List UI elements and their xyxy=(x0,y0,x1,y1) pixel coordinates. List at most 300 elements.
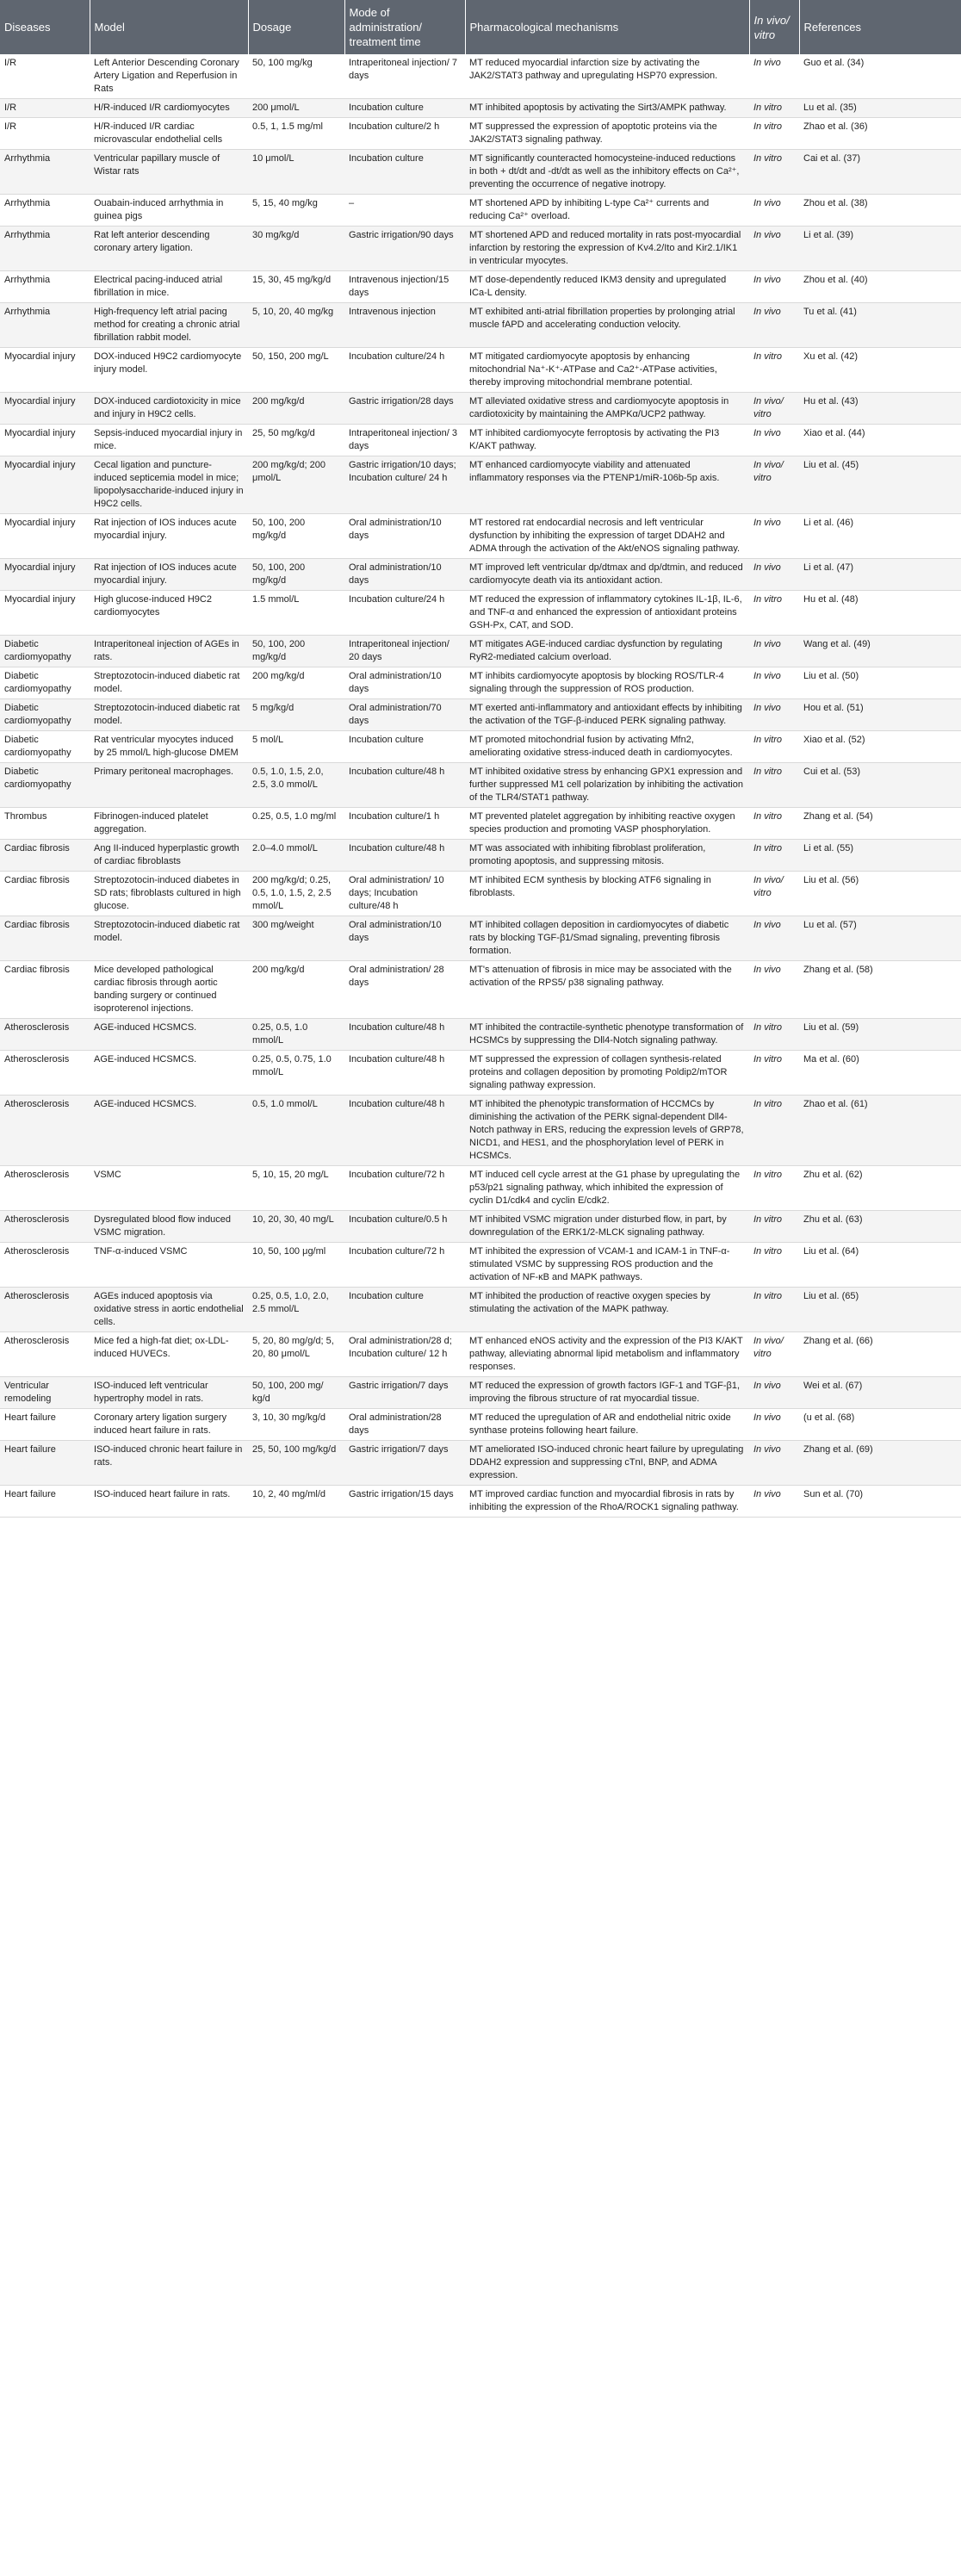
cell-reference: (u et al. (68) xyxy=(799,1409,961,1441)
cell-invivo: In vivo xyxy=(749,514,799,559)
cell-mode: Intraperitoneal injection/ 20 days xyxy=(344,636,465,667)
cell-model: AGE-induced HCSMCS. xyxy=(90,1019,248,1051)
cell-mode: Incubation culture/0.5 h xyxy=(344,1211,465,1243)
cell-mode: Oral administration/10 days xyxy=(344,514,465,559)
cell-reference: Hou et al. (51) xyxy=(799,699,961,731)
cell-mechanism: MT exerted anti-inflammatory and antioxidant effects by inhibiting the activation of the TGF-β-induced PERK signaling pathway. xyxy=(465,699,749,731)
cell-model: ISO-induced chronic heart failure in rats. xyxy=(90,1441,248,1486)
cell-mode: Incubation culture/2 h xyxy=(344,118,465,150)
cell-mechanism: MT inhibited the production of reactive oxygen species by stimulating the activation of the MAPK pathway. xyxy=(465,1288,749,1332)
cell-disease: Myocardial injury xyxy=(0,591,90,636)
cell-reference: Cai et al. (37) xyxy=(799,150,961,195)
cell-invivo: In vitro xyxy=(749,1166,799,1211)
cell-mechanism: MT inhibited apoptosis by activating the Sirt3/AMPK pathway. xyxy=(465,99,749,118)
table-row xyxy=(0,303,961,348)
cell-mechanism: MT suppressed the expression of apoptotic proteins via the JAK2/STAT3 signaling pathway. xyxy=(465,118,749,150)
cell-mechanism: MT shortened APD by inhibiting L-type Ca²⁺ currents and reducing Ca²⁺ overload. xyxy=(465,195,749,227)
cell-invivo: In vivo/ vitro xyxy=(749,456,799,514)
table-row xyxy=(0,348,961,393)
cell-invivo: In vivo xyxy=(749,1486,799,1518)
table-row xyxy=(0,1166,961,1211)
cell-mechanism: MT reduced myocardial infarction size by activating the JAK2/STAT3 pathway and upregulating HSP70 expression. xyxy=(465,54,749,99)
cell-invivo: In vitro xyxy=(749,731,799,763)
cell-dosage: 5, 10, 15, 20 mg/L xyxy=(248,1166,344,1211)
cell-disease: Arrhythmia xyxy=(0,303,90,348)
cell-mode: Gastric irrigation/28 days xyxy=(344,393,465,425)
table-row xyxy=(0,636,961,667)
cell-disease: Atherosclerosis xyxy=(0,1211,90,1243)
cell-mechanism: MT induced cell cycle arrest at the G1 phase by upregulating the p53/p21 signaling pathway, which inhibited the expression of cyclin D1/cdk4 and cyclin E/cdk2. xyxy=(465,1166,749,1211)
table-row xyxy=(0,1332,961,1377)
cell-invivo: In vivo xyxy=(749,227,799,271)
cell-disease: Atherosclerosis xyxy=(0,1051,90,1096)
cell-reference: Zhang et al. (69) xyxy=(799,1441,961,1486)
table-row xyxy=(0,591,961,636)
cell-dosage: 1.5 mmol/L xyxy=(248,591,344,636)
cell-model: Mice fed a high-fat diet; ox-LDL-induced HUVECs. xyxy=(90,1332,248,1377)
cell-disease: Atherosclerosis xyxy=(0,1096,90,1166)
cell-invivo: In vitro xyxy=(749,763,799,808)
cell-invivo: In vivo xyxy=(749,1409,799,1441)
cell-model: AGE-induced HCSMCS. xyxy=(90,1051,248,1096)
cell-mechanism: MT inhibited collagen deposition in cardiomyocytes of diabetic rats by blocking TGF-β1/Smad signaling, preventing fibrosis formation. xyxy=(465,916,749,961)
table-row xyxy=(0,425,961,456)
cell-reference: Zhao et al. (61) xyxy=(799,1096,961,1166)
cell-dosage: 50, 150, 200 mg/L xyxy=(248,348,344,393)
cell-model: Streptozotocin-induced diabetic rat model. xyxy=(90,916,248,961)
cell-dosage: 25, 50, 100 mg/kg/d xyxy=(248,1441,344,1486)
cell-dosage: 2.0–4.0 mmol/L xyxy=(248,840,344,872)
table-row xyxy=(0,763,961,808)
cell-disease: Diabetic cardiomyopathy xyxy=(0,731,90,763)
cell-reference: Liu et al. (45) xyxy=(799,456,961,514)
cell-mechanism: MT enhanced eNOS activity and the expression of the PI3 K/AKT pathway, alleviating abnormal lipid metabolism and inflammatory responses. xyxy=(465,1332,749,1377)
cell-invivo: In vitro xyxy=(749,591,799,636)
cell-model: Coronary artery ligation surgery induced heart failure in rats. xyxy=(90,1409,248,1441)
cell-mechanism: MT improved left ventricular dp/dtmax and dp/dtmin, and reduced cardiomyocyte death via its antioxidant action. xyxy=(465,559,749,591)
table-row xyxy=(0,54,961,99)
cell-model: Rat left anterior descending coronary artery ligation. xyxy=(90,227,248,271)
cell-mode: – xyxy=(344,195,465,227)
cell-model: Streptozotocin-induced diabetes in SD rats; fibroblasts cultured in high glucose. xyxy=(90,872,248,916)
cell-invivo: In vivo xyxy=(749,425,799,456)
table-row xyxy=(0,99,961,118)
table-row xyxy=(0,195,961,227)
cell-mode: Incubation culture xyxy=(344,1288,465,1332)
cell-model: DOX-induced H9C2 cardiomyocyte injury model. xyxy=(90,348,248,393)
cell-invivo: In vivo/ vitro xyxy=(749,393,799,425)
cell-invivo: In vivo xyxy=(749,1377,799,1409)
cell-dosage: 0.25, 0.5, 1.0 mg/ml xyxy=(248,808,344,840)
cell-dosage: 0.5, 1.0 mmol/L xyxy=(248,1096,344,1166)
table-row xyxy=(0,872,961,916)
cell-mechanism: MT prevented platelet aggregation by inhibiting reactive oxygen species production and promoting VASP phosphorylation. xyxy=(465,808,749,840)
header-diseases: Diseases xyxy=(0,0,90,54)
cell-dosage: 50, 100, 200 mg/kg/d xyxy=(248,514,344,559)
cell-disease: Diabetic cardiomyopathy xyxy=(0,667,90,699)
cell-model: Ang II-induced hyperplastic growth of cardiac fibroblasts xyxy=(90,840,248,872)
cell-dosage: 0.5, 1.0, 1.5, 2.0, 2.5, 3.0 mmol/L xyxy=(248,763,344,808)
cell-mode: Incubation culture/48 h xyxy=(344,840,465,872)
cell-dosage: 10, 20, 30, 40 mg/L xyxy=(248,1211,344,1243)
table-row xyxy=(0,1441,961,1486)
cell-mode: Intraperitoneal injection/ 3 days xyxy=(344,425,465,456)
cell-reference: Ma et al. (60) xyxy=(799,1051,961,1096)
cell-reference: Li et al. (47) xyxy=(799,559,961,591)
cell-mode: Incubation culture/48 h xyxy=(344,1019,465,1051)
cell-mechanism: MT improved cardiac function and myocardial fibrosis in rats by inhibiting the expression of the RhoA/ROCK1 signaling pathway. xyxy=(465,1486,749,1518)
cell-disease: I/R xyxy=(0,118,90,150)
table-row xyxy=(0,271,961,303)
cell-dosage: 30 mg/kg/d xyxy=(248,227,344,271)
cell-reference: Cui et al. (53) xyxy=(799,763,961,808)
cell-disease: Atherosclerosis xyxy=(0,1332,90,1377)
cell-mechanism: MT reduced the expression of inflammatory cytokines IL-1β, IL-6, and TNF-α and enhanced the expression of antioxidant proteins GSH-Px, CAT, and SOD. xyxy=(465,591,749,636)
cell-model: Rat ventricular myocytes induced by 25 mmol/L high-glucose DMEM xyxy=(90,731,248,763)
cell-reference: Zhang et al. (54) xyxy=(799,808,961,840)
cell-reference: Zhu et al. (62) xyxy=(799,1166,961,1211)
cell-invivo: In vitro xyxy=(749,99,799,118)
cell-reference: Xiao et al. (52) xyxy=(799,731,961,763)
cell-reference: Wang et al. (49) xyxy=(799,636,961,667)
cell-mechanism: MT inhibited cardiomyocyte ferroptosis by activating the PI3 K/AKT pathway. xyxy=(465,425,749,456)
cell-invivo: In vivo xyxy=(749,303,799,348)
cell-dosage: 50, 100, 200 mg/kg/d xyxy=(248,559,344,591)
cell-mode: Gastric irrigation/7 days xyxy=(344,1441,465,1486)
cell-model: Sepsis-induced myocardial injury in mice. xyxy=(90,425,248,456)
cell-reference: Zhou et al. (38) xyxy=(799,195,961,227)
cell-reference: Zhao et al. (36) xyxy=(799,118,961,150)
cell-mechanism: MT inhibited the phenotypic transformation of HCCMCs by diminishing the activation of the PERK signal-dependent Dll4-Notch pathway in ERS, reducing the expression levels of GRP78, NICD1, and HES1, and the phosphorylation level of PERK in HCSMCs. xyxy=(465,1096,749,1166)
cell-dosage: 300 mg/weight xyxy=(248,916,344,961)
cell-reference: Xu et al. (42) xyxy=(799,348,961,393)
cell-dosage: 15, 30, 45 mg/kg/d xyxy=(248,271,344,303)
cell-disease: Myocardial injury xyxy=(0,559,90,591)
cell-mechanism: MT mitigated cardiomyocyte apoptosis by enhancing mitochondrial Na⁺-K⁺-ATPase and Ca2⁺-ATPase activities, thereby improving mitochondrial membrane potential. xyxy=(465,348,749,393)
cell-mechanism: MT inhibited oxidative stress by enhancing GPX1 expression and further suppressed M1 cell polarization by inhibiting the activation of the TLR4/STAT1 pathway. xyxy=(465,763,749,808)
cell-model: Fibrinogen-induced platelet aggregation. xyxy=(90,808,248,840)
cell-mode: Gastric irrigation/15 days xyxy=(344,1486,465,1518)
cell-reference: Sun et al. (70) xyxy=(799,1486,961,1518)
cell-reference: Zhang et al. (58) xyxy=(799,961,961,1019)
cell-disease: Cardiac fibrosis xyxy=(0,961,90,1019)
cell-invivo: In vivo/ vitro xyxy=(749,1332,799,1377)
cell-disease: Heart failure xyxy=(0,1409,90,1441)
cell-model: Dysregulated blood flow induced VSMC migration. xyxy=(90,1211,248,1243)
cell-dosage: 10, 50, 100 μg/ml xyxy=(248,1243,344,1288)
cell-invivo: In vitro xyxy=(749,1051,799,1096)
cell-mode: Incubation culture/1 h xyxy=(344,808,465,840)
cell-reference: Liu et al. (56) xyxy=(799,872,961,916)
cell-disease: Atherosclerosis xyxy=(0,1288,90,1332)
cell-reference: Lu et al. (57) xyxy=(799,916,961,961)
cell-mechanism: MT's attenuation of fibrosis in mice may be associated with the activation of the RPS5/ p38 signaling pathway. xyxy=(465,961,749,1019)
cell-mechanism: MT inhibited the expression of VCAM-1 and ICAM-1 in TNF-α-stimulated VSMC by suppressing ROS production and the activation of NF-κB and MAPK pathways. xyxy=(465,1243,749,1288)
cell-disease: Cardiac fibrosis xyxy=(0,840,90,872)
cell-mechanism: MT reduced the expression of growth factors IGF-1 and TGF-β1, improving the fibrous structure of rat myocardial tissue. xyxy=(465,1377,749,1409)
cell-reference: Li et al. (39) xyxy=(799,227,961,271)
table-row xyxy=(0,1051,961,1096)
cell-mode: Gastric irrigation/10 days; Incubation culture/ 24 h xyxy=(344,456,465,514)
header-model: Model xyxy=(90,0,248,54)
cell-dosage: 200 mg/kg/d xyxy=(248,961,344,1019)
cell-model: H/R-induced I/R cardiac microvascular endothelial cells xyxy=(90,118,248,150)
table-row xyxy=(0,1377,961,1409)
cell-mechanism: MT exhibited anti-atrial fibrillation properties by prolonging atrial muscle fAPD and accelerating conduction velocity. xyxy=(465,303,749,348)
table-row xyxy=(0,1096,961,1166)
cell-model: Rat injection of IOS induces acute myocardial injury. xyxy=(90,514,248,559)
cell-reference: Zhou et al. (40) xyxy=(799,271,961,303)
cell-mode: Incubation culture xyxy=(344,99,465,118)
cell-invivo: In vivo xyxy=(749,699,799,731)
cell-dosage: 50, 100, 200 mg/kg/d xyxy=(248,636,344,667)
header-references: References xyxy=(799,0,961,54)
cell-mechanism: MT promoted mitochondrial fusion by activating Mfn2, ameliorating oxidative stress-induced death in cardiomyocytes. xyxy=(465,731,749,763)
cell-dosage: 50, 100, 200 mg/ kg/d xyxy=(248,1377,344,1409)
cell-mode: Oral administration/10 days xyxy=(344,559,465,591)
cell-dosage: 10 μmol/L xyxy=(248,150,344,195)
cell-mode: Incubation culture/48 h xyxy=(344,763,465,808)
cell-mode: Intravenous injection/15 days xyxy=(344,271,465,303)
cell-reference: Lu et al. (35) xyxy=(799,99,961,118)
cell-disease: Heart failure xyxy=(0,1441,90,1486)
table-row xyxy=(0,667,961,699)
cell-mode: Incubation culture/24 h xyxy=(344,591,465,636)
cell-mode: Intravenous injection xyxy=(344,303,465,348)
cell-dosage: 0.5, 1, 1.5 mg/ml xyxy=(248,118,344,150)
cell-reference: Zhu et al. (63) xyxy=(799,1211,961,1243)
cell-mode: Oral administration/10 days xyxy=(344,667,465,699)
cell-mode: Oral administration/ 28 days xyxy=(344,961,465,1019)
cell-disease: Myocardial injury xyxy=(0,425,90,456)
cell-invivo: In vivo xyxy=(749,271,799,303)
cell-model: AGE-induced HCSMCS. xyxy=(90,1096,248,1166)
cell-dosage: 5 mg/kg/d xyxy=(248,699,344,731)
cell-invivo: In vivo xyxy=(749,559,799,591)
cell-model: Left Anterior Descending Coronary Artery Ligation and Reperfusion in Rats xyxy=(90,54,248,99)
table-row xyxy=(0,393,961,425)
cell-mode: Oral administration/10 days xyxy=(344,916,465,961)
cell-model: Cecal ligation and puncture-induced septicemia model in mice; lipopolysaccharide-induced injury in H9C2 cells. xyxy=(90,456,248,514)
table-row xyxy=(0,1243,961,1288)
cell-mode: Incubation culture/48 h xyxy=(344,1051,465,1096)
cell-reference: Wei et al. (67) xyxy=(799,1377,961,1409)
cell-mode: Gastric irrigation/7 days xyxy=(344,1377,465,1409)
cell-invivo: In vitro xyxy=(749,348,799,393)
cell-model: ISO-induced left ventricular hypertrophy model in rats. xyxy=(90,1377,248,1409)
cell-mechanism: MT inhibited the contractile-synthetic phenotype transformation of HCSMCs by suppressing the Dll4-Notch signaling pathway. xyxy=(465,1019,749,1051)
cell-model: Mice developed pathological cardiac fibrosis through aortic banding surgery or continued isoproterenol injections. xyxy=(90,961,248,1019)
cell-disease: Myocardial injury xyxy=(0,514,90,559)
cell-reference: Hu et al. (48) xyxy=(799,591,961,636)
cell-model: Electrical pacing-induced atrial fibrillation in mice. xyxy=(90,271,248,303)
cell-disease: I/R xyxy=(0,99,90,118)
cell-mechanism: MT dose-dependently reduced IKM3 density and upregulated ICa-L density. xyxy=(465,271,749,303)
cell-dosage: 200 mg/kg/d xyxy=(248,667,344,699)
cell-reference: Zhang et al. (66) xyxy=(799,1332,961,1377)
table-row xyxy=(0,559,961,591)
cell-reference: Liu et al. (65) xyxy=(799,1288,961,1332)
cell-model: Intraperitoneal injection of AGEs in rats. xyxy=(90,636,248,667)
cell-invivo: In vitro xyxy=(749,1243,799,1288)
cell-invivo: In vivo xyxy=(749,195,799,227)
cell-mechanism: MT suppressed the expression of collagen synthesis-related proteins and collagen deposition by promoting Poldip2/mTOR signaling pathway expression. xyxy=(465,1051,749,1096)
cell-mode: Oral administration/28 days xyxy=(344,1409,465,1441)
cell-disease: Cardiac fibrosis xyxy=(0,916,90,961)
cell-mode: Incubation culture/24 h xyxy=(344,348,465,393)
cell-mechanism: MT inhibits cardiomyocyte apoptosis by blocking ROS/TLR-4 signaling through the suppression of ROS production. xyxy=(465,667,749,699)
cell-mechanism: MT mitigates AGE-induced cardiac dysfunction by regulating RyR2-mediated calcium overload. xyxy=(465,636,749,667)
cell-reference: Liu et al. (50) xyxy=(799,667,961,699)
cell-mechanism: MT was associated with inhibiting fibroblast proliferation, promoting apoptosis, and suppressing mitosis. xyxy=(465,840,749,872)
cell-dosage: 200 mg/kg/d; 200 μmol/L xyxy=(248,456,344,514)
cell-model: Ventricular papillary muscle of Wistar rats xyxy=(90,150,248,195)
cell-mechanism: MT inhibited ECM synthesis by blocking ATF6 signaling in fibroblasts. xyxy=(465,872,749,916)
table-row xyxy=(0,227,961,271)
cell-reference: Li et al. (55) xyxy=(799,840,961,872)
cell-mode: Oral administration/ 10 days; Incubation culture/48 h xyxy=(344,872,465,916)
cell-disease: Diabetic cardiomyopathy xyxy=(0,763,90,808)
header-dosage: Dosage xyxy=(248,0,344,54)
header-mechanisms: Pharmacological mechanisms xyxy=(465,0,749,54)
cell-model: Streptozotocin-induced diabetic rat model. xyxy=(90,699,248,731)
cell-reference: Liu et al. (64) xyxy=(799,1243,961,1288)
table-row xyxy=(0,961,961,1019)
cell-invivo: In vitro xyxy=(749,150,799,195)
cell-model: ISO-induced heart failure in rats. xyxy=(90,1486,248,1518)
cell-disease: Ventricular remodeling xyxy=(0,1377,90,1409)
cell-mode: Incubation culture/72 h xyxy=(344,1243,465,1288)
table-row xyxy=(0,1486,961,1518)
table-header-row xyxy=(0,0,961,54)
cell-mechanism: MT alleviated oxidative stress and cardiomyocyte apoptosis in cardiotoxicity by maintaining the AMPKα/UCP2 pathway. xyxy=(465,393,749,425)
cell-mode: Incubation culture xyxy=(344,150,465,195)
cell-disease: I/R xyxy=(0,54,90,99)
cell-disease: Arrhythmia xyxy=(0,227,90,271)
cell-model: H/R-induced I/R cardiomyocytes xyxy=(90,99,248,118)
cell-reference: Li et al. (46) xyxy=(799,514,961,559)
cell-reference: Tu et al. (41) xyxy=(799,303,961,348)
table-row xyxy=(0,699,961,731)
cell-mechanism: MT reduced the upregulation of AR and endothelial nitric oxide synthase proteins following heart failure. xyxy=(465,1409,749,1441)
table-row xyxy=(0,916,961,961)
cell-mechanism: MT restored rat endocardial necrosis and left ventricular dysfunction by inhibiting the expression of target DDAH2 and ADMA through the activation of the Akt/eNOS signaling pathway. xyxy=(465,514,749,559)
cell-mode: Incubation culture xyxy=(344,731,465,763)
cell-mode: Intraperitoneal injection/ 7 days xyxy=(344,54,465,99)
cell-mechanism: MT ameliorated ISO-induced chronic heart failure by upregulating DDAH2 expression and suppressing cTnI, BNP, and ADMA expression. xyxy=(465,1441,749,1486)
cell-mechanism: MT inhibited VSMC migration under disturbed flow, in part, by downregulation of the ERK1/2-MLCK signaling pathway. xyxy=(465,1211,749,1243)
cell-dosage: 50, 100 mg/kg xyxy=(248,54,344,99)
cell-invivo: In vivo/ vitro xyxy=(749,872,799,916)
cell-model: Primary peritoneal macrophages. xyxy=(90,763,248,808)
cell-invivo: In vitro xyxy=(749,1288,799,1332)
cell-mode: Incubation culture/72 h xyxy=(344,1166,465,1211)
cell-mode: Oral administration/28 d; Incubation culture/ 12 h xyxy=(344,1332,465,1377)
table-row xyxy=(0,1019,961,1051)
cell-invivo: In vivo xyxy=(749,54,799,99)
cell-invivo: In vivo xyxy=(749,1441,799,1486)
cell-disease: Atherosclerosis xyxy=(0,1019,90,1051)
cell-dosage: 5, 15, 40 mg/kg xyxy=(248,195,344,227)
cell-invivo: In vivo xyxy=(749,916,799,961)
table-row xyxy=(0,514,961,559)
table-row xyxy=(0,840,961,872)
cell-disease: Thrombus xyxy=(0,808,90,840)
cell-invivo: In vitro xyxy=(749,840,799,872)
cell-disease: Myocardial injury xyxy=(0,348,90,393)
cell-disease: Myocardial injury xyxy=(0,393,90,425)
cell-disease: Arrhythmia xyxy=(0,271,90,303)
cell-mechanism: MT shortened APD and reduced mortality in rats post-myocardial infarction by restoring the expression of Kv4.2/Ito and Kir2.1/IK1 in ventricular myocytes. xyxy=(465,227,749,271)
cell-reference: Xiao et al. (44) xyxy=(799,425,961,456)
table-row xyxy=(0,1211,961,1243)
table-row xyxy=(0,1288,961,1332)
cell-reference: Liu et al. (59) xyxy=(799,1019,961,1051)
cell-disease: Arrhythmia xyxy=(0,150,90,195)
table-row xyxy=(0,456,961,514)
cell-disease: Cardiac fibrosis xyxy=(0,872,90,916)
cell-dosage: 200 mg/kg/d; 0.25, 0.5, 1.0, 1.5, 2, 2.5 mmol/L xyxy=(248,872,344,916)
cell-reference: Guo et al. (34) xyxy=(799,54,961,99)
cell-dosage: 0.25, 0.5, 1.0 mmol/L xyxy=(248,1019,344,1051)
cell-mode: Incubation culture/48 h xyxy=(344,1096,465,1166)
cell-model: High glucose-induced H9C2 cardiomyocytes xyxy=(90,591,248,636)
header-invivo: In vivo/ vitro xyxy=(749,0,799,54)
cell-disease: Diabetic cardiomyopathy xyxy=(0,699,90,731)
cell-mode: Gastric irrigation/90 days xyxy=(344,227,465,271)
cell-dosage: 3, 10, 30 mg/kg/d xyxy=(248,1409,344,1441)
cell-invivo: In vitro xyxy=(749,808,799,840)
table-row xyxy=(0,731,961,763)
cell-invivo: In vitro xyxy=(749,1096,799,1166)
cell-dosage: 10, 2, 40 mg/ml/d xyxy=(248,1486,344,1518)
cell-dosage: 200 mg/kg/d xyxy=(248,393,344,425)
table-row xyxy=(0,150,961,195)
cell-disease: Atherosclerosis xyxy=(0,1166,90,1211)
table-row xyxy=(0,118,961,150)
cell-disease: Diabetic cardiomyopathy xyxy=(0,636,90,667)
cell-model: VSMC xyxy=(90,1166,248,1211)
cell-dosage: 0.25, 0.5, 0.75, 1.0 mmol/L xyxy=(248,1051,344,1096)
cell-invivo: In vivo xyxy=(749,636,799,667)
cell-dosage: 0.25, 0.5, 1.0, 2.0, 2.5 mmol/L xyxy=(248,1288,344,1332)
cell-model: Ouabain-induced arrhythmia in guinea pigs xyxy=(90,195,248,227)
cell-reference: Hu et al. (43) xyxy=(799,393,961,425)
cell-disease: Arrhythmia xyxy=(0,195,90,227)
table-row xyxy=(0,808,961,840)
cell-model: Streptozotocin-induced diabetic rat model. xyxy=(90,667,248,699)
cell-mode: Oral administration/70 days xyxy=(344,699,465,731)
cell-invivo: In vitro xyxy=(749,118,799,150)
cell-model: TNF-α-induced VSMC xyxy=(90,1243,248,1288)
cell-mechanism: MT enhanced cardiomyocyte viability and attenuated inflammatory responses via the PTENP1/miR-106b-5p axis. xyxy=(465,456,749,514)
cell-model: AGEs induced apoptosis via oxidative stress in aortic endothelial cells. xyxy=(90,1288,248,1332)
cell-model: Rat injection of IOS induces acute myocardial injury. xyxy=(90,559,248,591)
cell-dosage: 5, 10, 20, 40 mg/kg xyxy=(248,303,344,348)
cell-disease: Heart failure xyxy=(0,1486,90,1518)
cell-dosage: 5 mol/L xyxy=(248,731,344,763)
table-row xyxy=(0,1409,961,1441)
header-mode: Mode of administration/ treatment time xyxy=(344,0,465,54)
cell-model: High-frequency left atrial pacing method for creating a chronic atrial fibrillation rabbit model. xyxy=(90,303,248,348)
cell-disease: Atherosclerosis xyxy=(0,1243,90,1288)
cell-invivo: In vivo xyxy=(749,667,799,699)
cell-invivo: In vivo xyxy=(749,961,799,1019)
cell-invivo: In vitro xyxy=(749,1211,799,1243)
cell-dosage: 200 μmol/L xyxy=(248,99,344,118)
cell-model: DOX-induced cardiotoxicity in mice and injury in H9C2 cells. xyxy=(90,393,248,425)
cell-disease: Myocardial injury xyxy=(0,456,90,514)
